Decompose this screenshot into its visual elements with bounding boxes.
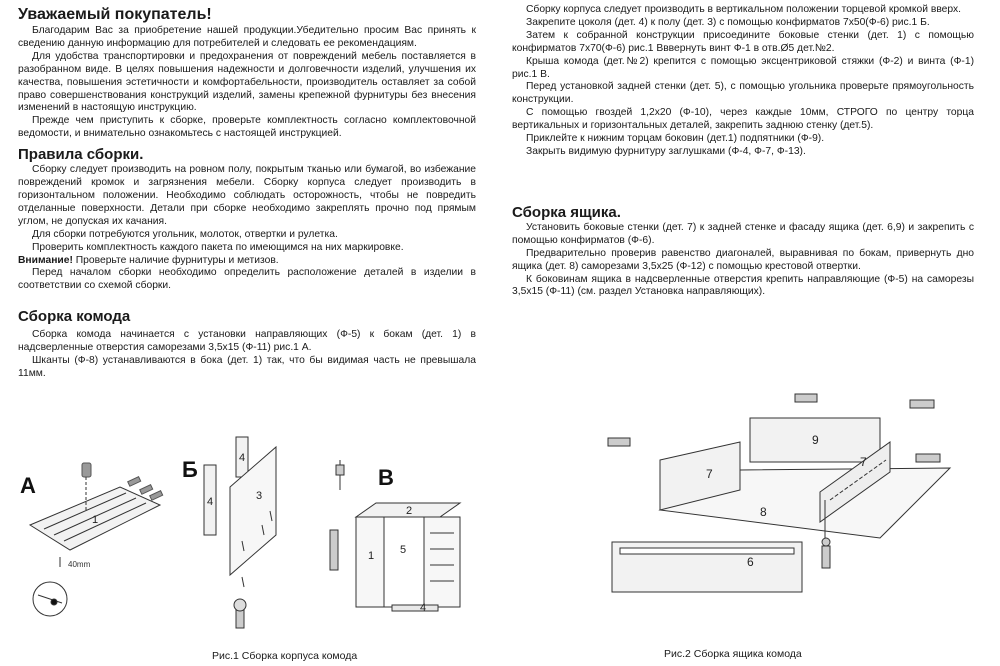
intro-paragraph-3: Прежде чем приступить к сборке, проверьте комплектность согласно комплектовочной ведомости, и внимательно ознакомьтесь с настоящей инструкцией. [18,115,476,140]
body-paragraph-5: Перед установкой задней стенки (дет. 5), с помощью угольника проверьте прямоугольность конструкции. [512,81,974,106]
right-column [512,4,974,299]
fig2-part-6: 6 [747,555,754,569]
fig1-part-v5: 5 [400,544,407,556]
intro-paragraph-2: Для удобства транспортировки и предохранения от повреждений мебель поставляется в разобранном виде. В целях повышения надежности и долговечности изделий, улучшения их качества, повышения эстетичности и комфортабельности, производитель оставляет за собой право совершенствования конструкций изделий, замены крепежной фурнитуры без внесения изменений в настоящую инструкцию. [18,50,476,114]
fig1-part-a1: 1 [92,514,99,526]
fig1-label-a: А [20,473,36,498]
attention-text: Проверьте наличие фурнитуры и метизов. [72,254,279,266]
drawer-paragraph-3: К боковинам ящика в надсверленные отверстия крепить направляющие (Ф-5) на саморезы 3,5х15 (Ф-11) (см. раздел Установка направляющих). [512,273,974,298]
rules-paragraph-1: Сборку следует производить на ровном полу, покрытым тканью или бумагой, во избежание повреждений кромок и загрязнения мебели. Сборку корпуса следует производить в горизонтальном положении. Необходимо соблюдать осторожность, чтобы не повредить отделанные поверхности. Детали при сборке необходимо закреплять прочно под прямым углом, не допуская их качания. [18,164,476,227]
fig1-part-v1: 1 [368,550,375,562]
figure-2-drawing [590,380,990,642]
fig1-label-v: В [378,465,394,490]
rules-paragraph-3: Проверить комплектность каждого пакета по имеющимся на них маркировке. [32,241,404,253]
rules-paragraph-2: Для сборки потребуются угольник, молоток, отвертки и рулетка. [32,228,338,240]
fig1-dimension-label: 40mm [68,560,91,569]
left-column [18,0,476,381]
fig2-part-7-left: 7 [706,467,713,481]
attention-line [18,255,476,268]
body-paragraph-7: Приклейте к нижним торцам боковин (дет.1) подпятники (Ф-9). [526,133,825,145]
fig1-part-b4-upper: 4 [239,452,246,464]
body-paragraph-1: Сборку корпуса следует производить в вертикальном положении торцевой кромкой вверх. [526,4,962,15]
figure-1-drawing [0,425,500,650]
komod-heading: Сборка комода [18,308,131,326]
fig2-part-8: 8 [760,505,767,519]
komod-paragraph-1: Сборка комода начинается с установки направляющих (Ф-5) к бокам (дет. 1) в надсверленные отверстия саморезами 3,5х15 (Ф-11) рис.1 А. [18,329,476,354]
fig2-part-9: 9 [812,433,819,447]
body-paragraph-3: Затем к собранной конструкции присоедините боковые стенки (дет. 1) с помощью конфирматов 7х70(Ф-6) рис.1 Вввернуть винт Ф-1 в отв.Ø5 дет.№2. [512,29,974,54]
drawer-heading: Сборка ящика. [512,203,621,221]
figure-1-caption: Рис.1 Сборка корпуса комода [212,650,358,662]
fig1-label-b: Б [182,457,198,482]
figure-2-caption: Рис.2 Сборка ящика комода [664,648,802,660]
rules-heading: Правила сборки. [18,146,144,164]
fig1-part-v4: 4 [420,602,427,614]
page-title: Уважаемый покупатель! [18,6,212,23]
body-paragraph-4: Крыша комода (дет.№2) крепится с помощью эксцентриковой стяжки (Ф-2) и винта (Ф-1) рис.1 В. [512,55,974,80]
body-paragraph-8: Закрыть видимую фурнитуру заглушками (Ф-4, Ф-7, Ф-13). [526,145,806,157]
drawer-paragraph-2: Предварительно проверив равенство диагоналей, выравнивая по бокам, привернуть дно ящика (дет. 8) саморезами 3,5х25 (Ф-12) с помощью крестовой отвертки. [512,247,974,272]
fig2-part-7-right: 7 [860,455,867,469]
body-paragraph-6: С помощью гвоздей 1,2х20 (Ф-10), через каждые 10мм, СТРОГО по центру торца вертикальных и горизонтальных деталей, закрепить заднюю стенку (дет.5). [512,107,974,132]
fig1-part-b4-lower: 4 [207,496,214,508]
attention-label: Внимание! [18,254,73,266]
rules-paragraph-final: Перед началом сборки необходимо определить расположение деталей в изделии в соответствии со схемой сборки. [18,267,476,292]
body-paragraph-2: Закрепите цоколя (дет. 4) к полу (дет. 3) с помощью конфирматов 7х50(Ф-6) рис.1 Б. [526,16,930,28]
fig1-part-v2: 2 [406,505,413,517]
drawer-paragraph-1: Установить боковые стенки (дет. 7) к задней стенке и фасаду ящика (дет. 6,9) и закрепить с помощью конфирматов (Ф-6). [512,221,974,246]
intro-paragraph-1: Благодарим Вас за приобретение нашей продукции.Убедительно просим Вас принять к сведению данную информацию для потребителей и следовать ее рекомендациям. [18,25,476,49]
komod-paragraph-2: Шканты (Ф-8) устанавливаются в бока (дет. 1) так, что бы видимая часть не превышала 11мм. [18,355,476,379]
fig1-part-b3: 3 [256,490,263,502]
